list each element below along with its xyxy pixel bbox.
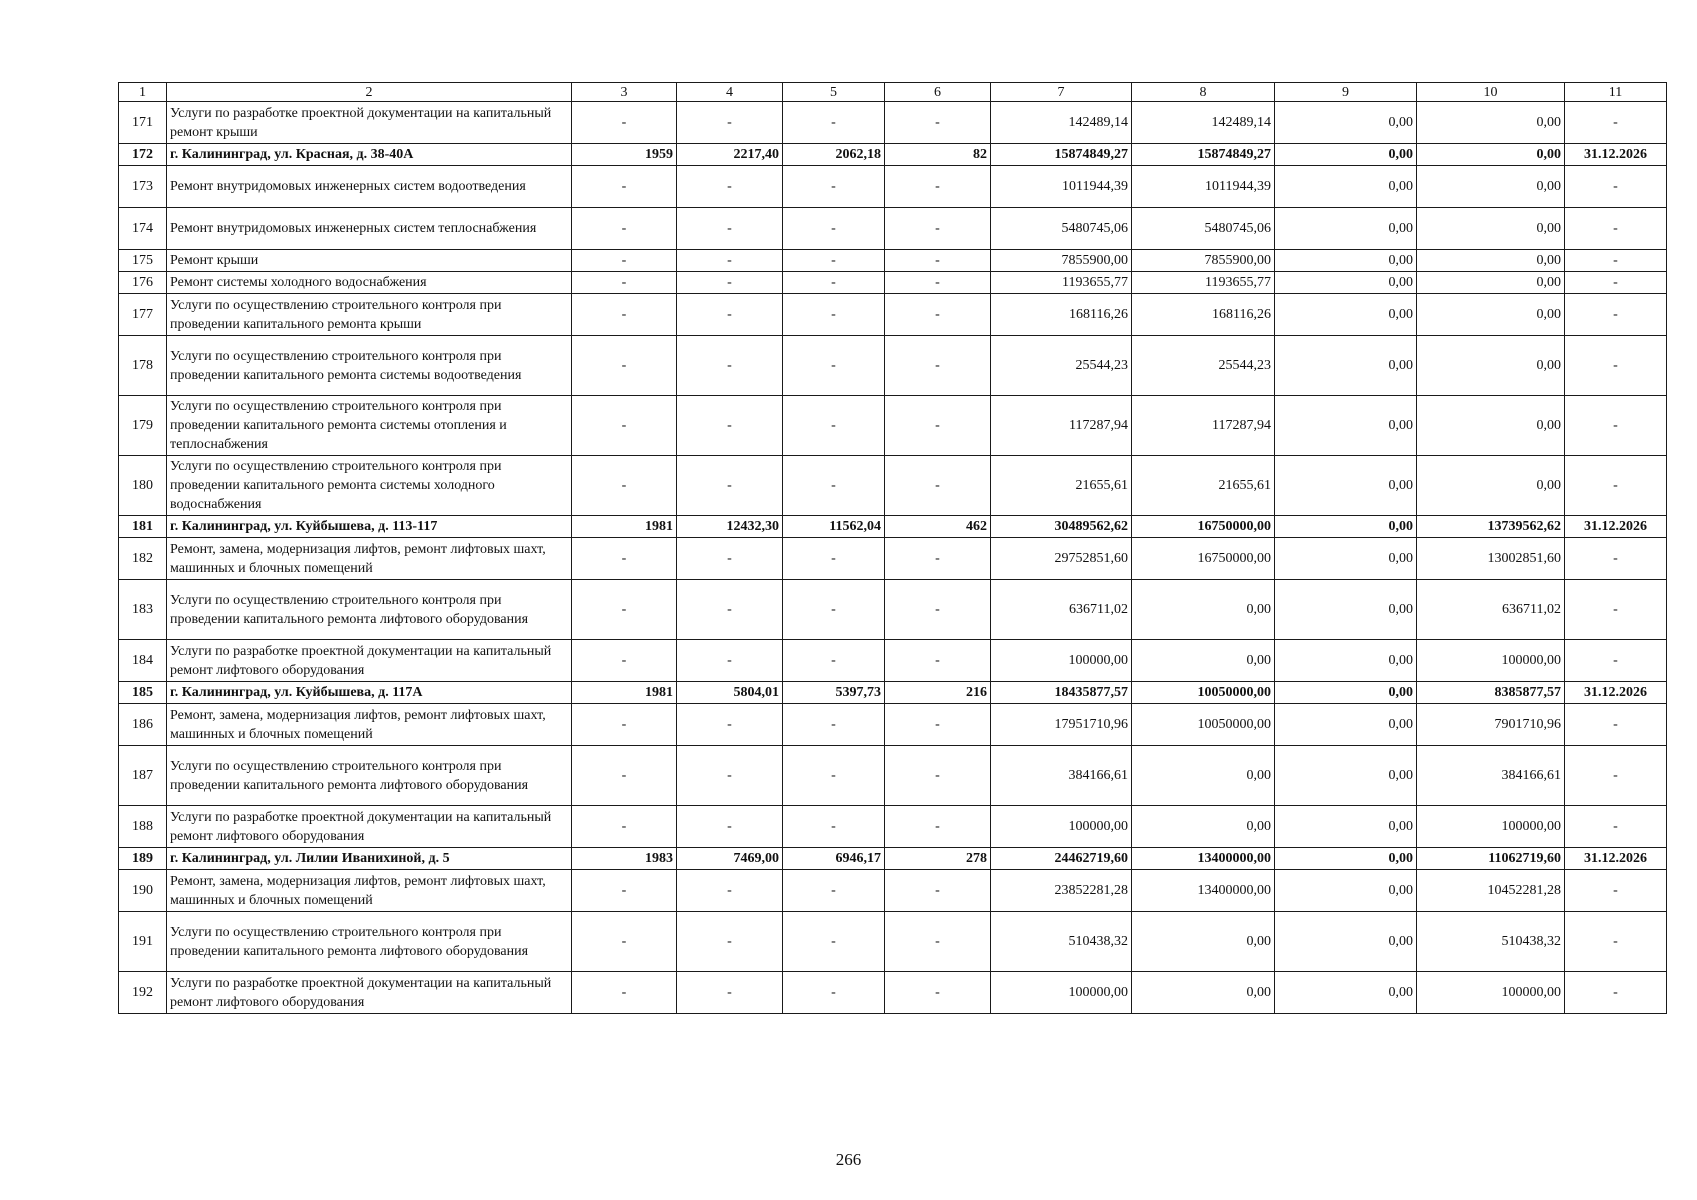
table-row: [119, 336, 1667, 396]
owners-cost-cell: 636711,02: [1417, 580, 1565, 640]
work-description-cell: Ремонт крыши: [167, 250, 572, 272]
owners-cost-cell: 0,00: [1417, 396, 1565, 456]
deadline-cell: -: [1565, 166, 1667, 208]
owners-cost-cell: 13739562,62: [1417, 516, 1565, 538]
total-cost-cell: 25544,23: [991, 336, 1132, 396]
fund-cost-cell: 1193655,77: [1132, 272, 1275, 294]
total-cost-cell: 142489,14: [991, 102, 1132, 144]
header-cell: 5: [783, 83, 885, 102]
fund-cost-cell: 142489,14: [1132, 102, 1275, 144]
owners-cost-cell: 510438,32: [1417, 912, 1565, 972]
total-area-cell: -: [677, 912, 783, 972]
table-row: [119, 144, 1667, 166]
work-description-cell: Услуги по разработке проектной документации на капитальный ремонт лифтового оборудования: [167, 972, 572, 1014]
living-area-cell: -: [783, 580, 885, 640]
total-cost-cell: 100000,00: [991, 806, 1132, 848]
row-number-cell: 191: [119, 912, 167, 972]
fund-cost-cell: 15874849,27: [1132, 144, 1275, 166]
living-area-cell: 11562,04: [783, 516, 885, 538]
table-row: [119, 806, 1667, 848]
deadline-cell: -: [1565, 294, 1667, 336]
residents-cell: -: [885, 580, 991, 640]
work-description-cell: Ремонт, замена, модернизация лифтов, ремонт лифтовых шахт, машинных и блочных помещений: [167, 538, 572, 580]
header-cell: 9: [1275, 83, 1417, 102]
budget-cost-cell: 0,00: [1275, 972, 1417, 1014]
budget-cost-cell: 0,00: [1275, 746, 1417, 806]
fund-cost-cell: 7855900,00: [1132, 250, 1275, 272]
fund-cost-cell: 0,00: [1132, 640, 1275, 682]
budget-cost-cell: 0,00: [1275, 456, 1417, 516]
row-number-cell: 181: [119, 516, 167, 538]
work-description-cell: Ремонт системы холодного водоснабжения: [167, 272, 572, 294]
table-row: [119, 704, 1667, 746]
deadline-cell: -: [1565, 538, 1667, 580]
row-number-cell: 192: [119, 972, 167, 1014]
row-number-cell: 184: [119, 640, 167, 682]
year-cell: -: [572, 396, 677, 456]
year-cell: -: [572, 912, 677, 972]
owners-cost-cell: 0,00: [1417, 250, 1565, 272]
fund-cost-cell: 0,00: [1132, 912, 1275, 972]
year-cell: -: [572, 538, 677, 580]
total-area-cell: -: [677, 538, 783, 580]
owners-cost-cell: 0,00: [1417, 102, 1565, 144]
owners-cost-cell: 13002851,60: [1417, 538, 1565, 580]
total-cost-cell: 23852281,28: [991, 870, 1132, 912]
budget-cost-cell: 0,00: [1275, 682, 1417, 704]
total-cost-cell: 24462719,60: [991, 848, 1132, 870]
budget-cost-cell: 0,00: [1275, 102, 1417, 144]
deadline-cell: -: [1565, 912, 1667, 972]
total-cost-cell: 21655,61: [991, 456, 1132, 516]
residents-cell: -: [885, 640, 991, 682]
budget-cost-cell: 0,00: [1275, 396, 1417, 456]
owners-cost-cell: 11062719,60: [1417, 848, 1565, 870]
owners-cost-cell: 7901710,96: [1417, 704, 1565, 746]
living-area-cell: -: [783, 912, 885, 972]
work-description-cell: г. Калининград, ул. Красная, д. 38-40А: [167, 144, 572, 166]
year-cell: -: [572, 746, 677, 806]
fund-cost-cell: 1011944,39: [1132, 166, 1275, 208]
row-number-cell: 183: [119, 580, 167, 640]
total-cost-cell: 510438,32: [991, 912, 1132, 972]
fund-cost-cell: 0,00: [1132, 806, 1275, 848]
deadline-cell: -: [1565, 396, 1667, 456]
total-area-cell: -: [677, 456, 783, 516]
fund-cost-cell: 168116,26: [1132, 294, 1275, 336]
total-area-cell: -: [677, 166, 783, 208]
residents-cell: -: [885, 746, 991, 806]
budget-cost-cell: 0,00: [1275, 912, 1417, 972]
work-description-cell: Услуги по осуществлению строительного контроля при проведении капитального ремонта системы холодного водоснабжения: [167, 456, 572, 516]
row-number-cell: 175: [119, 250, 167, 272]
budget-cost-cell: 0,00: [1275, 208, 1417, 250]
work-description-cell: Услуги по осуществлению строительного контроля при проведении капитального ремонта крыши: [167, 294, 572, 336]
fund-cost-cell: 13400000,00: [1132, 870, 1275, 912]
row-number-cell: 173: [119, 166, 167, 208]
fund-cost-cell: 10050000,00: [1132, 682, 1275, 704]
work-description-cell: Услуги по осуществлению строительного контроля при проведении капитального ремонта лифтового оборудования: [167, 912, 572, 972]
living-area-cell: -: [783, 336, 885, 396]
year-cell: 1983: [572, 848, 677, 870]
budget-cost-cell: 0,00: [1275, 580, 1417, 640]
fund-cost-cell: 25544,23: [1132, 336, 1275, 396]
residents-cell: 82: [885, 144, 991, 166]
total-cost-cell: 636711,02: [991, 580, 1132, 640]
total-cost-cell: 5480745,06: [991, 208, 1132, 250]
work-description-cell: г. Калининград, ул. Лилии Иванихиной, д. 5: [167, 848, 572, 870]
deadline-cell: -: [1565, 456, 1667, 516]
year-cell: -: [572, 806, 677, 848]
row-number-cell: 179: [119, 396, 167, 456]
owners-cost-cell: 8385877,57: [1417, 682, 1565, 704]
row-number-cell: 189: [119, 848, 167, 870]
total-cost-cell: 100000,00: [991, 972, 1132, 1014]
deadline-cell: -: [1565, 972, 1667, 1014]
total-cost-cell: 384166,61: [991, 746, 1132, 806]
year-cell: 1981: [572, 516, 677, 538]
total-area-cell: -: [677, 640, 783, 682]
living-area-cell: -: [783, 538, 885, 580]
work-description-cell: Услуги по осуществлению строительного контроля при проведении капитального ремонта лифтового оборудования: [167, 746, 572, 806]
deadline-cell: -: [1565, 580, 1667, 640]
year-cell: 1959: [572, 144, 677, 166]
total-area-cell: -: [677, 250, 783, 272]
budget-cost-cell: 0,00: [1275, 806, 1417, 848]
work-description-cell: Услуги по разработке проектной документации на капитальный ремонт крыши: [167, 102, 572, 144]
row-number-cell: 185: [119, 682, 167, 704]
table-row: [119, 746, 1667, 806]
total-cost-cell: 7855900,00: [991, 250, 1132, 272]
residents-cell: -: [885, 294, 991, 336]
row-number-cell: 190: [119, 870, 167, 912]
living-area-cell: 5397,73: [783, 682, 885, 704]
table-row: [119, 166, 1667, 208]
residents-cell: -: [885, 806, 991, 848]
deadline-cell: -: [1565, 336, 1667, 396]
budget-cost-cell: 0,00: [1275, 538, 1417, 580]
year-cell: -: [572, 272, 677, 294]
total-cost-cell: 100000,00: [991, 640, 1132, 682]
year-cell: -: [572, 250, 677, 272]
living-area-cell: -: [783, 972, 885, 1014]
deadline-cell: -: [1565, 746, 1667, 806]
deadline-cell: -: [1565, 704, 1667, 746]
budget-cost-cell: 0,00: [1275, 848, 1417, 870]
owners-cost-cell: 100000,00: [1417, 640, 1565, 682]
total-area-cell: 12432,30: [677, 516, 783, 538]
page-number: 266: [835, 1150, 862, 1169]
residents-cell: -: [885, 336, 991, 396]
deadline-cell: -: [1565, 208, 1667, 250]
living-area-cell: -: [783, 294, 885, 336]
total-area-cell: -: [677, 336, 783, 396]
table-row: [119, 538, 1667, 580]
total-area-cell: -: [677, 746, 783, 806]
table-row: [119, 682, 1667, 704]
total-cost-cell: 1193655,77: [991, 272, 1132, 294]
budget-cost-cell: 0,00: [1275, 640, 1417, 682]
total-area-cell: -: [677, 580, 783, 640]
year-cell: -: [572, 580, 677, 640]
living-area-cell: -: [783, 396, 885, 456]
total-area-cell: -: [677, 208, 783, 250]
year-cell: -: [572, 336, 677, 396]
table-row: [119, 640, 1667, 682]
total-cost-cell: 168116,26: [991, 294, 1132, 336]
budget-cost-cell: 0,00: [1275, 870, 1417, 912]
table-row: [119, 516, 1667, 538]
year-cell: -: [572, 870, 677, 912]
residents-cell: -: [885, 208, 991, 250]
owners-cost-cell: 0,00: [1417, 166, 1565, 208]
residents-cell: -: [885, 704, 991, 746]
row-number-cell: 182: [119, 538, 167, 580]
residents-cell: 278: [885, 848, 991, 870]
work-description-cell: г. Калининград, ул. Куйбышева, д. 113-117: [167, 516, 572, 538]
living-area-cell: -: [783, 456, 885, 516]
owners-cost-cell: 0,00: [1417, 456, 1565, 516]
year-cell: -: [572, 208, 677, 250]
header-cell: 8: [1132, 83, 1275, 102]
owners-cost-cell: 0,00: [1417, 208, 1565, 250]
residents-cell: -: [885, 972, 991, 1014]
deadline-cell: -: [1565, 640, 1667, 682]
residents-cell: -: [885, 870, 991, 912]
fund-cost-cell: 21655,61: [1132, 456, 1275, 516]
total-area-cell: -: [677, 972, 783, 1014]
deadline-cell: 31.12.2026: [1565, 682, 1667, 704]
residents-cell: -: [885, 396, 991, 456]
owners-cost-cell: 0,00: [1417, 336, 1565, 396]
row-number-cell: 186: [119, 704, 167, 746]
deadline-cell: -: [1565, 806, 1667, 848]
living-area-cell: 6946,17: [783, 848, 885, 870]
fund-cost-cell: 10050000,00: [1132, 704, 1275, 746]
year-cell: -: [572, 640, 677, 682]
row-number-cell: 178: [119, 336, 167, 396]
work-plan-table: [118, 82, 1667, 1014]
table-row: [119, 102, 1667, 144]
living-area-cell: 2062,18: [783, 144, 885, 166]
total-cost-cell: 30489562,62: [991, 516, 1132, 538]
living-area-cell: -: [783, 746, 885, 806]
budget-cost-cell: 0,00: [1275, 250, 1417, 272]
row-number-cell: 180: [119, 456, 167, 516]
budget-cost-cell: 0,00: [1275, 704, 1417, 746]
owners-cost-cell: 10452281,28: [1417, 870, 1565, 912]
header-cell: 6: [885, 83, 991, 102]
residents-cell: 216: [885, 682, 991, 704]
table-row: [119, 294, 1667, 336]
header-cell: 7: [991, 83, 1132, 102]
total-area-cell: -: [677, 870, 783, 912]
owners-cost-cell: 384166,61: [1417, 746, 1565, 806]
owners-cost-cell: 100000,00: [1417, 806, 1565, 848]
year-cell: -: [572, 166, 677, 208]
residents-cell: -: [885, 166, 991, 208]
fund-cost-cell: 117287,94: [1132, 396, 1275, 456]
total-cost-cell: 117287,94: [991, 396, 1132, 456]
work-description-cell: Услуги по осуществлению строительного контроля при проведении капитального ремонта лифтового оборудования: [167, 580, 572, 640]
header-cell: 11: [1565, 83, 1667, 102]
living-area-cell: -: [783, 806, 885, 848]
fund-cost-cell: 0,00: [1132, 972, 1275, 1014]
deadline-cell: -: [1565, 870, 1667, 912]
row-number-cell: 171: [119, 102, 167, 144]
total-area-cell: -: [677, 396, 783, 456]
fund-cost-cell: 0,00: [1132, 746, 1275, 806]
total-area-cell: 5804,01: [677, 682, 783, 704]
fund-cost-cell: 16750000,00: [1132, 516, 1275, 538]
header-cell: 2: [167, 83, 572, 102]
year-cell: -: [572, 102, 677, 144]
total-area-cell: -: [677, 272, 783, 294]
total-cost-cell: 29752851,60: [991, 538, 1132, 580]
residents-cell: -: [885, 102, 991, 144]
total-cost-cell: 18435877,57: [991, 682, 1132, 704]
row-number-cell: 187: [119, 746, 167, 806]
residents-cell: -: [885, 538, 991, 580]
table-row: [119, 396, 1667, 456]
row-number-cell: 174: [119, 208, 167, 250]
work-description-cell: Услуги по разработке проектной документации на капитальный ремонт лифтового оборудования: [167, 640, 572, 682]
living-area-cell: -: [783, 166, 885, 208]
total-area-cell: -: [677, 806, 783, 848]
total-area-cell: 2217,40: [677, 144, 783, 166]
living-area-cell: -: [783, 640, 885, 682]
header-cell: 4: [677, 83, 783, 102]
total-cost-cell: 17951710,96: [991, 704, 1132, 746]
deadline-cell: -: [1565, 272, 1667, 294]
work-description-cell: Ремонт внутридомовых инженерных систем теплоснабжения: [167, 208, 572, 250]
table-row: [119, 272, 1667, 294]
residents-cell: -: [885, 250, 991, 272]
table-row: [119, 250, 1667, 272]
owners-cost-cell: 0,00: [1417, 294, 1565, 336]
table-row: [119, 456, 1667, 516]
header-cell: 3: [572, 83, 677, 102]
deadline-cell: -: [1565, 102, 1667, 144]
total-cost-cell: 1011944,39: [991, 166, 1132, 208]
work-description-cell: Услуги по осуществлению строительного контроля при проведении капитального ремонта системы водоотведения: [167, 336, 572, 396]
year-cell: -: [572, 294, 677, 336]
work-description-cell: г. Калининград, ул. Куйбышева, д. 117А: [167, 682, 572, 704]
owners-cost-cell: 100000,00: [1417, 972, 1565, 1014]
column-number-header-row: [119, 83, 1667, 102]
work-description-cell: Ремонт, замена, модернизация лифтов, ремонт лифтовых шахт, машинных и блочных помещений: [167, 870, 572, 912]
total-area-cell: -: [677, 704, 783, 746]
deadline-cell: 31.12.2026: [1565, 848, 1667, 870]
budget-cost-cell: 0,00: [1275, 144, 1417, 166]
row-number-cell: 177: [119, 294, 167, 336]
budget-cost-cell: 0,00: [1275, 294, 1417, 336]
table-row: [119, 848, 1667, 870]
table-body: [119, 83, 1667, 1014]
residents-cell: 462: [885, 516, 991, 538]
work-description-cell: Услуги по разработке проектной документации на капитальный ремонт лифтового оборудования: [167, 806, 572, 848]
work-description-cell: Ремонт внутридомовых инженерных систем водоотведения: [167, 166, 572, 208]
budget-cost-cell: 0,00: [1275, 166, 1417, 208]
table-row: [119, 870, 1667, 912]
table-row: [119, 580, 1667, 640]
deadline-cell: -: [1565, 250, 1667, 272]
header-cell: 10: [1417, 83, 1565, 102]
living-area-cell: -: [783, 704, 885, 746]
fund-cost-cell: 0,00: [1132, 580, 1275, 640]
work-description-cell: Ремонт, замена, модернизация лифтов, ремонт лифтовых шахт, машинных и блочных помещений: [167, 704, 572, 746]
year-cell: -: [572, 972, 677, 1014]
table-row: [119, 208, 1667, 250]
row-number-cell: 172: [119, 144, 167, 166]
year-cell: -: [572, 704, 677, 746]
budget-cost-cell: 0,00: [1275, 272, 1417, 294]
living-area-cell: -: [783, 208, 885, 250]
deadline-cell: 31.12.2026: [1565, 144, 1667, 166]
fund-cost-cell: 13400000,00: [1132, 848, 1275, 870]
work-description-cell: Услуги по осуществлению строительного контроля при проведении капитального ремонта системы отопления и теплоснабжения: [167, 396, 572, 456]
residents-cell: -: [885, 456, 991, 516]
residents-cell: -: [885, 272, 991, 294]
owners-cost-cell: 0,00: [1417, 144, 1565, 166]
fund-cost-cell: 5480745,06: [1132, 208, 1275, 250]
owners-cost-cell: 0,00: [1417, 272, 1565, 294]
total-area-cell: -: [677, 294, 783, 336]
year-cell: -: [572, 456, 677, 516]
row-number-cell: 176: [119, 272, 167, 294]
living-area-cell: -: [783, 870, 885, 912]
residents-cell: -: [885, 912, 991, 972]
living-area-cell: -: [783, 272, 885, 294]
header-cell: 1: [119, 83, 167, 102]
living-area-cell: -: [783, 250, 885, 272]
total-area-cell: -: [677, 102, 783, 144]
fund-cost-cell: 16750000,00: [1132, 538, 1275, 580]
row-number-cell: 188: [119, 806, 167, 848]
total-area-cell: 7469,00: [677, 848, 783, 870]
total-cost-cell: 15874849,27: [991, 144, 1132, 166]
deadline-cell: 31.12.2026: [1565, 516, 1667, 538]
table-row: [119, 912, 1667, 972]
living-area-cell: -: [783, 102, 885, 144]
year-cell: 1981: [572, 682, 677, 704]
budget-cost-cell: 0,00: [1275, 336, 1417, 396]
table-row: [119, 972, 1667, 1014]
budget-cost-cell: 0,00: [1275, 516, 1417, 538]
